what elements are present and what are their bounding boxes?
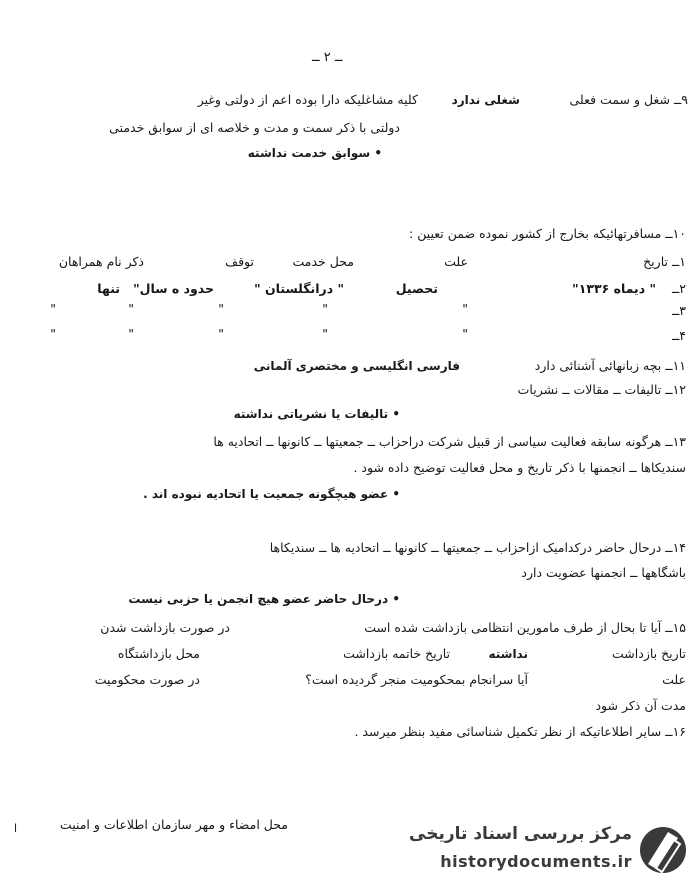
- q15-duration-line: مدت آن ذکر شود: [595, 698, 686, 713]
- q9-answer: شغلی ندارد: [451, 93, 520, 107]
- q10-row-stay: حدود ه سال": [133, 281, 214, 296]
- q14-line1: ۱۴ــ درحال حاضر درکدامیک ازاحزاب ــ جمعیتها ــ کانونها ــ اتحادیه ها ــ سندیکاها: [269, 540, 686, 555]
- q10-row-companions: ": [50, 326, 56, 341]
- q10-row-place: ": [218, 301, 224, 316]
- q15-release-date-label: تاریخ خاتمه بازداشت: [343, 646, 450, 661]
- q10-row-companions: تنها: [97, 281, 120, 296]
- q10-row-reason: ": [322, 326, 328, 341]
- q16-label: ۱۶ــ سایر اطلاعاتیکه از نظر تکمیل شناسائی مفید بنظر میرسد .: [354, 724, 686, 739]
- q14-bullet-answer: • درحال حاضر عضو هیچ انجمن یا حزبی نیست: [128, 592, 400, 606]
- q10-title: ۱۰ــ مسافرتهائیکه بخارج از کشور نموده ضمن تعیین :: [409, 226, 686, 241]
- q15-arrest-date-label: تاریخ بازداشت: [612, 646, 686, 661]
- q10-header-place: محل خدمت: [292, 254, 354, 269]
- signature-label: محل امضاء و مهر سازمان اطلاعات و امنیت: [59, 817, 288, 832]
- q11-label: ۱۱ــ بچه زبانهائی آشنائی دارد: [534, 358, 686, 373]
- watermark-url: historydocuments.ir: [440, 852, 632, 871]
- q10-row-num: ۳ــ: [671, 303, 686, 318]
- q10-row-stay: ": [128, 326, 134, 341]
- q11-answer: فارسی انگلیسی و مختصری آلمانی: [253, 359, 460, 373]
- archive-logo-icon: [638, 824, 688, 876]
- q10-row-reason: ": [322, 301, 328, 316]
- q10-row-date: ": [462, 326, 468, 341]
- q13-answer-text: عضو هیچگونه جمعیت یا اتحادیه نبوده اند .: [143, 487, 389, 501]
- q13-line2: سندیکاها ــ انجمنها با ذکر تاریخ و محل فعالیت توضیح داده شود .: [353, 460, 686, 475]
- q9-bullet-answer: • سوابق خدمت نداشته: [247, 146, 382, 160]
- q15-arrest-answer: نداشته: [488, 647, 528, 661]
- q12-answer-text: تالیفات یا نشریاتی نداشته: [233, 407, 389, 421]
- side-mark: ا: [14, 822, 18, 835]
- q15-line1-condition: در صورت بازداشت شدن: [100, 620, 230, 635]
- q13-line1: ۱۳ــ هرگونه سابقه فعالیت سیاسی از قبیل شرکت دراحزاب ــ جمعیتها ــ کانونها ــ اتحادیه ها: [213, 434, 686, 449]
- q9-answer-text: سوابق خدمت نداشته: [247, 146, 371, 160]
- q10-row-reason: تحصیل: [395, 281, 438, 296]
- q10-row-date: ": [462, 301, 468, 316]
- q10-row-stay: ": [128, 301, 134, 316]
- q10-row-place: " درانگلستان ": [254, 281, 344, 296]
- q10-row-num: ۲ــ: [671, 281, 686, 296]
- q12-label: ۱۲ــ تالیفات ــ مقالات ــ نشریات: [517, 382, 686, 397]
- watermark-title: مرکز بررسی اسناد تاریخی: [409, 824, 632, 844]
- q10-row-num: ۴ــ: [671, 328, 686, 343]
- q9-label: ۹ــ شغل و سمت فعلی: [569, 92, 688, 107]
- q10-header-stay: توقف: [225, 254, 254, 269]
- q15-detention-place-label: محل بازداشتگاه: [117, 646, 200, 661]
- q10-row-companions: ": [50, 301, 56, 316]
- q10-header-reason: علت: [444, 254, 468, 269]
- q10-row-place: ": [218, 326, 224, 341]
- q15-reason-label: علت: [662, 672, 686, 687]
- q10-row-date: " دیماه ۱۳۳۶": [572, 281, 656, 296]
- q15-line1-question: ۱۵ــ آیا تا بحال از طرف مامورین انتظامی بازداشت شده است: [364, 620, 686, 635]
- q15-conviction-question: آیا سرانجام بمحکومیت منجر گردیده است؟: [305, 672, 528, 687]
- watermark: [402, 818, 694, 882]
- q9-rest: کلیه مشاغلیکه دارا بوده اعم از دولتی وغیر: [197, 92, 418, 107]
- q14-answer-text: درحال حاضر عضو هیچ انجمن یا حزبی نیست: [128, 592, 389, 606]
- q10-header-date: ۱ــ تاریخ: [643, 254, 686, 269]
- q10-header-companions: ذکر نام همراهان: [58, 254, 144, 269]
- q9-line2: دولتی با ذکر سمت و مدت و خلاصه ای از سوابق خدمتی: [109, 120, 400, 135]
- q12-bullet-answer: • تالیفات یا نشریاتی نداشته: [233, 407, 400, 421]
- q13-bullet-answer: • عضو هیچگونه جمعیت یا اتحادیه نبوده اند .: [143, 487, 400, 501]
- page-number: ــ ۲ ــ: [312, 50, 343, 65]
- q14-line2: باشگاهها ــ انجمنها عضویت دارد: [521, 565, 686, 580]
- q15-conviction-condition: در صورت محکومیت: [94, 672, 200, 687]
